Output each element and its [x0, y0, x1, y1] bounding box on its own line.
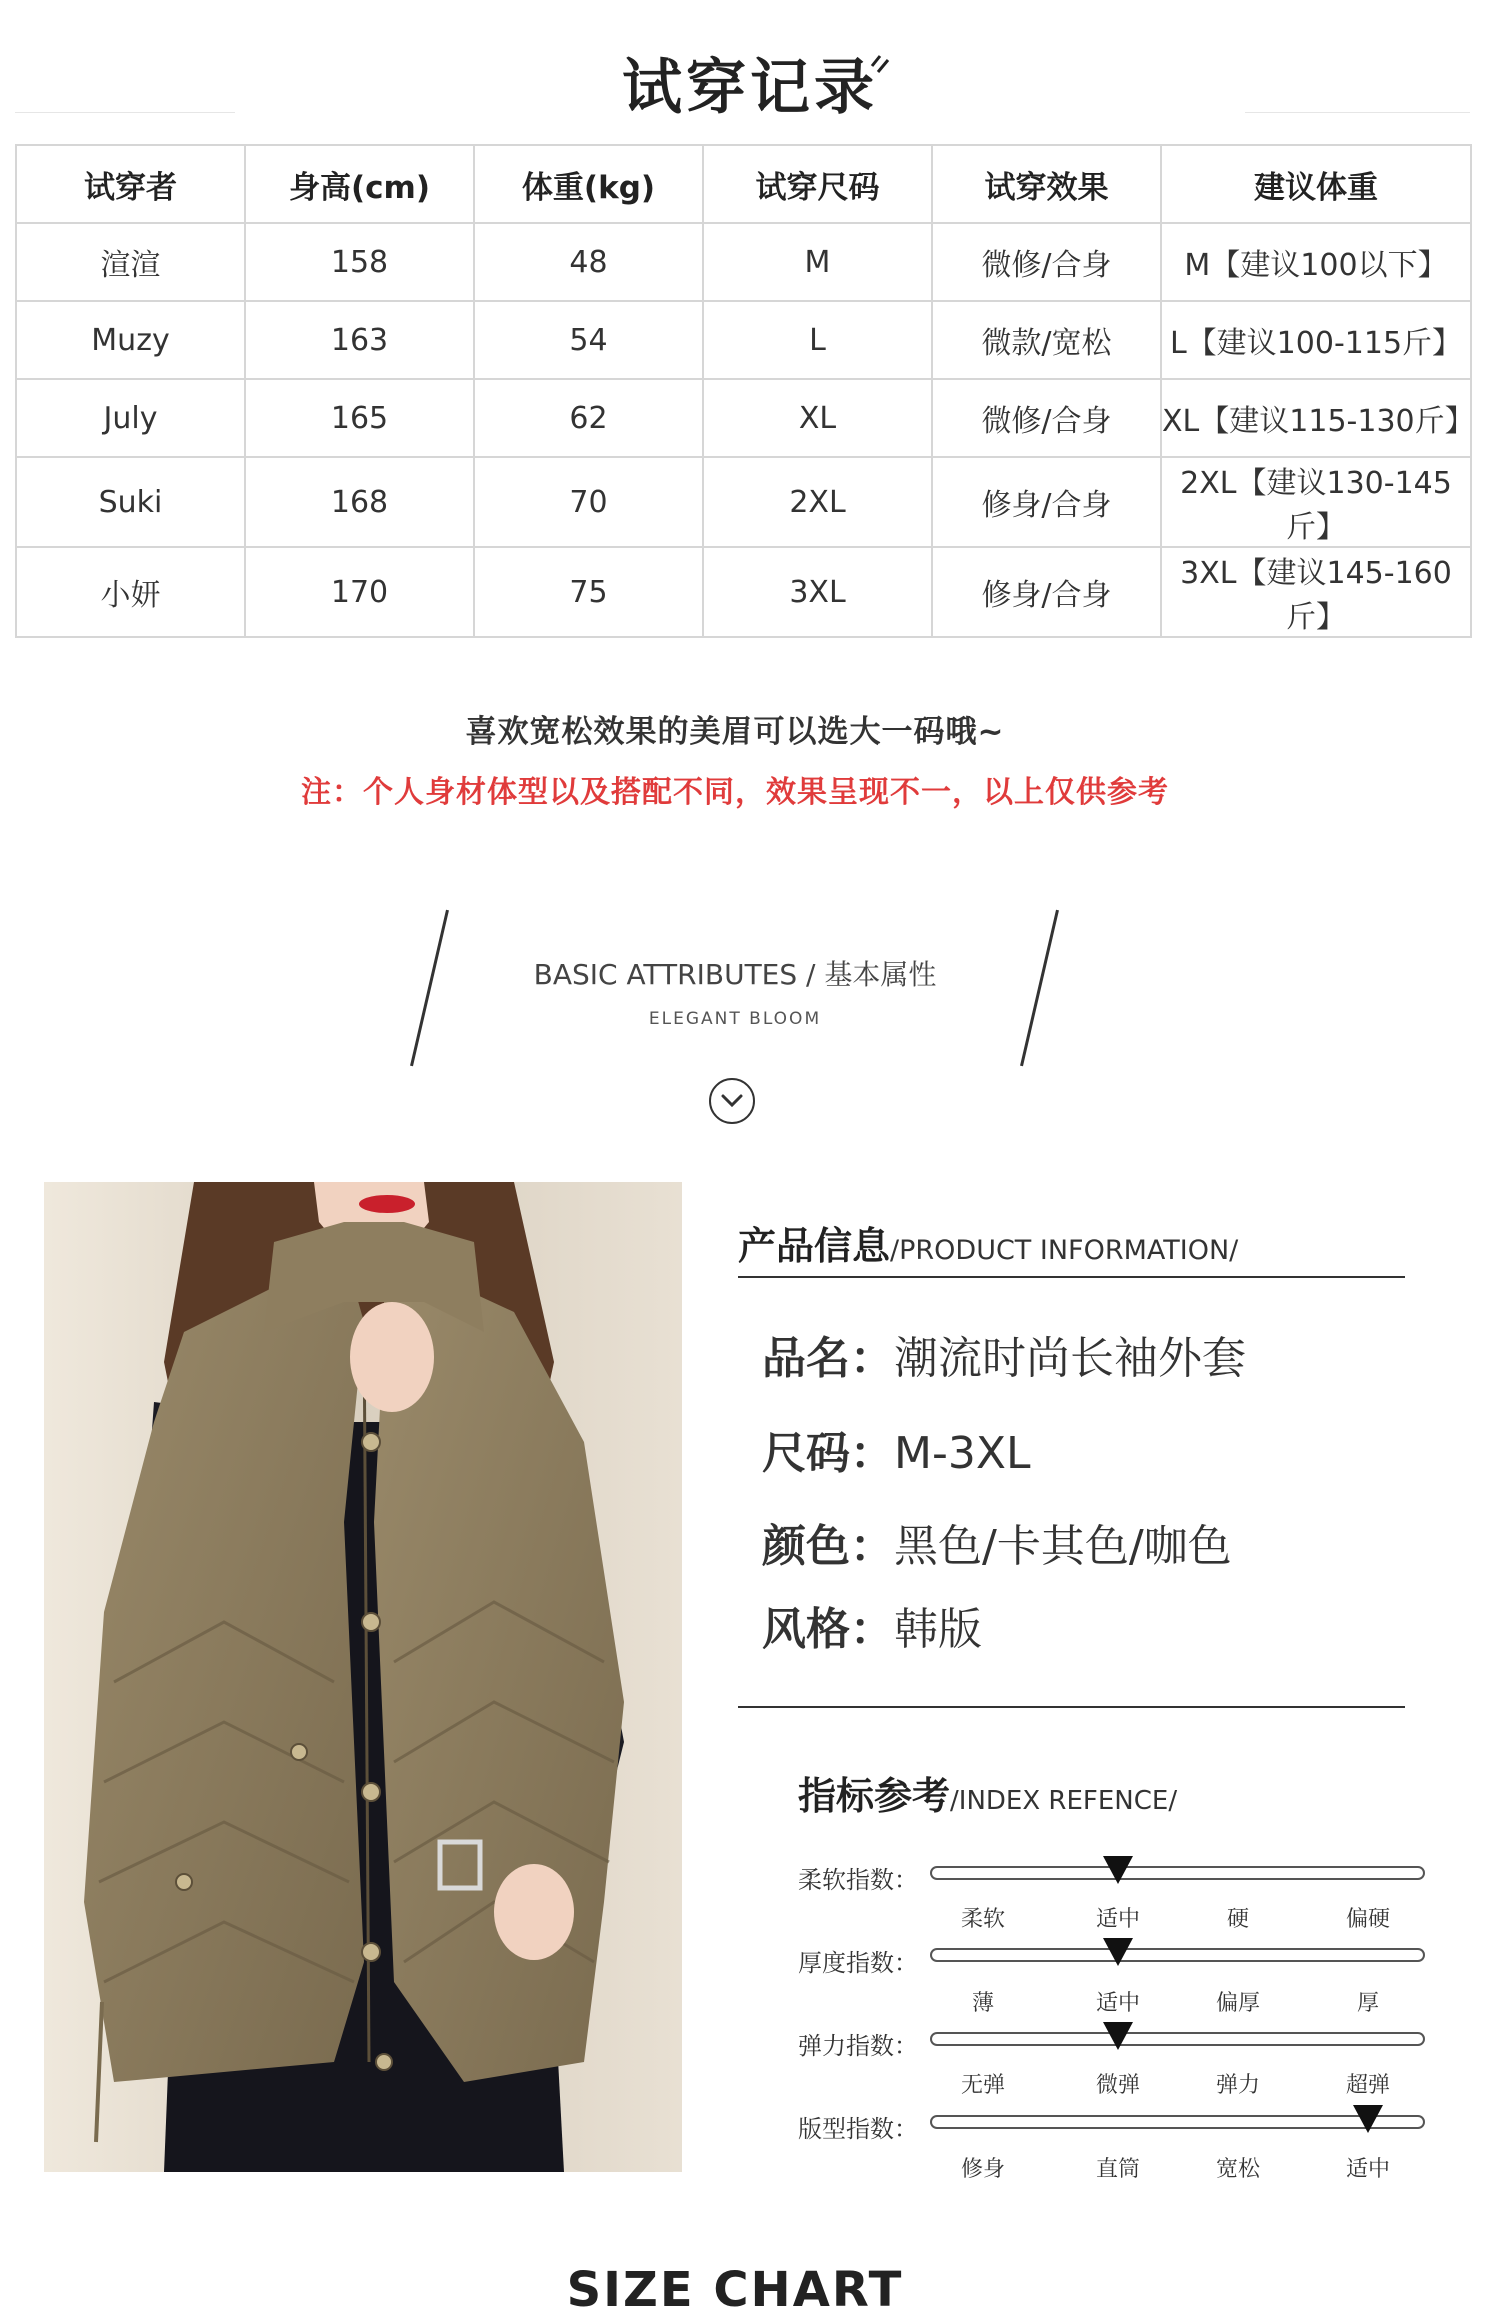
table-row [16, 301, 1471, 379]
index-reference-heading [798, 1765, 1177, 1820]
disclaimer-note: 注：个人身材体型以及搭配不同，效果呈现不一，以上仅供参考 [301, 775, 1169, 810]
table-cell: 165 [245, 379, 474, 457]
fitting-record-table [15, 144, 1475, 638]
thickness-tick: 厚 [1356, 1991, 1379, 2016]
thickness-index-label: 厚度指数： [798, 1949, 918, 1977]
product-info-rule-bottom [738, 1706, 1405, 1708]
softness-tick: 适中 [1095, 1907, 1140, 1932]
product-style-row [762, 1593, 982, 1657]
table-cell: XL【建议115-130斤】 [1161, 379, 1471, 457]
fit-index-label: 版型指数： [798, 2115, 918, 2143]
product-info-heading-cn: 产品信息 [738, 1224, 891, 1268]
basic-attributes-subtitle: ELEGANT BLOOM [648, 1009, 822, 1029]
table-cell: 渲渲 [16, 223, 245, 301]
table-cell: 微款/宽松 [932, 301, 1161, 379]
fitting-record-title: 试穿记录 [622, 53, 878, 123]
product-photo [44, 1182, 682, 2172]
softness-index-label: 柔软指数： [798, 1866, 918, 1894]
elasticity-tick: 弹力 [1215, 2073, 1260, 2098]
product-size-key: 尺码： [762, 1428, 894, 1479]
fit-tick: 适中 [1345, 2157, 1390, 2182]
table-cell: L [703, 301, 932, 379]
elasticity-index-marker [1103, 2022, 1133, 2050]
table-cell: 75 [474, 547, 703, 637]
table-cell: 70 [474, 457, 703, 547]
basic-attributes-title: BASIC ATTRIBUTES / 基本属性 [533, 958, 937, 991]
size-chart-heading: SIZE CHART [566, 2262, 904, 2318]
table-cell: 158 [245, 223, 474, 301]
thickness-tick: 适中 [1095, 1991, 1140, 2016]
table-cell: Suki [16, 457, 245, 547]
table-cell: 修身/合身 [932, 547, 1161, 637]
table-cell: XL [703, 379, 932, 457]
product-style-key: 风格： [762, 1604, 894, 1655]
table-cell: 168 [245, 457, 474, 547]
table-row [16, 457, 1471, 547]
header-cell: 试穿尺码 [703, 145, 932, 223]
product-size-value: M-3XL [894, 1428, 1031, 1479]
table-cell: 48 [474, 223, 703, 301]
fit-tick: 直筒 [1095, 2157, 1140, 2182]
table-cell: July [16, 379, 245, 457]
table-cell: M [703, 223, 932, 301]
product-color-key: 颜色： [762, 1521, 894, 1572]
product-color-value: 黑色/卡其色/咖色 [894, 1521, 1232, 1572]
fit-index-marker [1353, 2105, 1383, 2133]
elasticity-index-label: 弹力指数： [798, 2032, 918, 2060]
table-cell: 3XL [703, 547, 932, 637]
table-cell: 54 [474, 301, 703, 379]
chevron-down-circle-icon [709, 1078, 755, 1124]
sparkle-icon [866, 48, 892, 78]
table-cell: 62 [474, 379, 703, 457]
product-name-value: 潮流时尚长袖外套 [894, 1333, 1246, 1384]
thickness-tick: 偏厚 [1215, 1991, 1260, 2016]
table-cell: 微修/合身 [932, 379, 1161, 457]
table-cell: 163 [245, 301, 474, 379]
fit-tick: 修身 [960, 2157, 1005, 2182]
elasticity-index-bar [930, 2032, 1425, 2046]
table-row [16, 547, 1471, 637]
header-cell: 身高(cm) [245, 145, 474, 223]
index-heading-en: /INDEX REFENCE/ [950, 1786, 1178, 1816]
table-cell: M【建议100以下】 [1161, 223, 1471, 301]
header-cell: 试穿效果 [932, 145, 1161, 223]
table-cell: 微修/合身 [932, 223, 1161, 301]
table-row [16, 223, 1471, 301]
size-tip-note: 喜欢宽松效果的美眉可以选大一码哦~ [465, 714, 1005, 750]
product-name-row [762, 1322, 1246, 1386]
table-cell: 2XL【建议130-145斤】 [1161, 457, 1471, 547]
thickness-index-marker [1103, 1938, 1133, 1966]
table-cell: 170 [245, 547, 474, 637]
header-cell: 试穿者 [16, 145, 245, 223]
index-heading-cn: 指标参考 [798, 1774, 951, 1818]
product-color-row [762, 1510, 1232, 1574]
title-rule-right [1245, 112, 1470, 113]
softness-tick: 硬 [1226, 1907, 1249, 1932]
softness-tick: 柔软 [960, 1907, 1005, 1932]
thickness-index-bar [930, 1948, 1425, 1962]
table-cell: Muzy [16, 301, 245, 379]
softness-index-bar [930, 1866, 1425, 1880]
table-cell: 修身/合身 [932, 457, 1161, 547]
product-size-row [762, 1417, 1031, 1481]
elasticity-tick: 微弹 [1095, 2073, 1140, 2098]
product-info-rule-top [738, 1276, 1405, 1278]
table-cell: 3XL【建议145-160斤】 [1161, 547, 1471, 637]
fit-index-bar [930, 2115, 1425, 2129]
fit-tick: 宽松 [1215, 2157, 1260, 2182]
table-cell: 2XL [703, 457, 932, 547]
header-cell: 建议体重 [1161, 145, 1471, 223]
thickness-tick: 薄 [971, 1991, 994, 2016]
product-info-heading-en: /PRODUCT INFORMATION/ [890, 1235, 1239, 1266]
table-row [16, 379, 1471, 457]
title-rule-left [15, 112, 235, 113]
table-cell: 小妍 [16, 547, 245, 637]
header-cell: 体重(kg) [474, 145, 703, 223]
product-info-heading [738, 1215, 1238, 1270]
product-style-value: 韩版 [894, 1604, 982, 1655]
table-header-row [16, 145, 1471, 223]
elasticity-tick: 无弹 [960, 2073, 1005, 2098]
elasticity-tick: 超弹 [1345, 2073, 1390, 2098]
table-cell: L【建议100-115斤】 [1161, 301, 1471, 379]
softness-index-marker [1103, 1856, 1133, 1884]
softness-tick: 偏硬 [1345, 1907, 1390, 1932]
product-name-key: 品名： [762, 1333, 894, 1384]
